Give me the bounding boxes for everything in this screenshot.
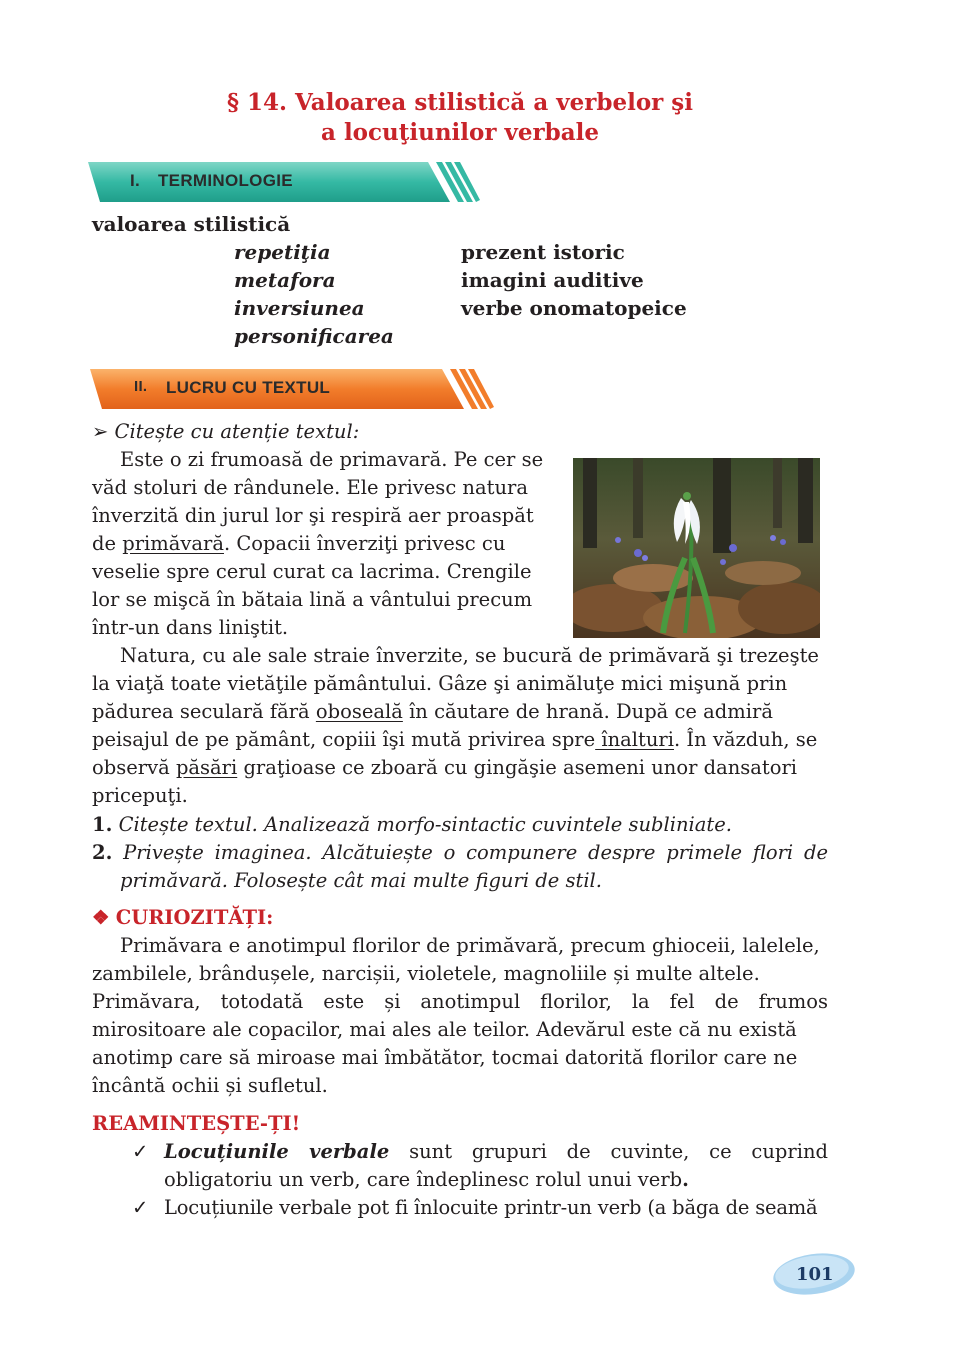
bold-term: Locuțiunile verbale	[164, 1140, 390, 1163]
terminology-right-column	[461, 238, 687, 322]
term-item: metafora	[234, 268, 336, 292]
text-span: observă	[92, 756, 176, 779]
text-line	[92, 530, 554, 558]
terminology-heading: valoarea stilistică	[92, 212, 291, 236]
text-line: la viaţă toate vietăţile pământului. Gâze şi animăluţe mici mişună prin	[92, 672, 788, 695]
reminder-item	[92, 1194, 828, 1222]
section-banner-lucru-cu-textul	[90, 367, 494, 407]
reminder-heading: REAMINTEȘTE-ȚI!	[92, 1112, 301, 1135]
text-line: văd stoluri de rândunele. Ele privesc natura	[92, 476, 528, 499]
text-line: mirositoare ale copacilor, mai ales ale teilor. Adevărul este că nu există	[92, 1018, 797, 1041]
curiozitati-heading	[92, 904, 828, 932]
paragraph-1	[92, 446, 554, 642]
text-line: zambilele, brândușele, narcișii, violetele, magnoliile și multe altele.	[92, 962, 760, 985]
text-span: sunt grupuri de cuvinte, ce cuprind	[389, 1140, 828, 1163]
task-text: Privește imaginea. Alcătuiește o compunere despre primele flori de	[123, 841, 828, 864]
reminder-item	[92, 1138, 828, 1166]
text-span: . Copacii înverziţi privesc cu	[223, 532, 506, 555]
text-span: .	[682, 1168, 689, 1191]
section-number: I.	[130, 171, 141, 190]
text-line: într-un dans liniştit.	[92, 616, 289, 639]
arrow-bullet-icon: ➢	[92, 420, 109, 443]
task-text: Citește textul. Analizează morfo-sintactic cuvintele subliniate.	[118, 813, 732, 836]
photo-illustration	[573, 458, 820, 638]
reminder-item-text	[132, 1138, 828, 1166]
text-line: veselie spre cerul curat ca lacrima. Crengile	[92, 560, 532, 583]
text-line: anotimp care să miroase mai îmbătător, tocmai datorită florilor care ne	[92, 1046, 798, 1069]
tasks-list	[92, 811, 828, 895]
page-number: 101	[796, 1264, 834, 1285]
text-line: pricepuţi.	[92, 784, 188, 807]
page-title	[0, 88, 920, 148]
text-line	[92, 698, 828, 726]
text-span: . În văzduh, se	[673, 728, 818, 751]
section-label: TERMINOLOGIE	[158, 171, 293, 190]
text-span: pădurea seculară fără	[92, 700, 316, 723]
terminology-left-column	[234, 238, 394, 350]
text-line	[92, 726, 828, 754]
diamond-bullet-icon: ❖	[92, 906, 110, 929]
underlined-word: păsări	[175, 756, 238, 779]
title-line-2: a locuţiunilor verbale	[321, 119, 599, 146]
instruction	[92, 418, 832, 446]
term-item: personificarea	[234, 324, 394, 348]
text-span: peisajul de pe pământ, copiii îşi mută privirea spre	[92, 728, 596, 751]
text-line: Natura, cu ale sale straie înverzite, se bucură de primăvară şi trezeşte	[120, 644, 819, 667]
text-line: înverzită din jurul lor şi respiră aer proaspăt	[92, 504, 534, 527]
text-line: Primăvara e anotimpul florilor de primăvară, precum ghioceii, lalelele,	[120, 934, 820, 957]
text-line: încântă ochii și sufletul.	[92, 1074, 328, 1097]
term-item: prezent istoric	[461, 240, 625, 264]
task-item	[92, 839, 828, 867]
underlined-word: oboseală	[315, 700, 403, 723]
task-number: 2.	[92, 841, 113, 864]
text-line: Este o zi frumoasă de primavară. Pe cer se	[120, 448, 544, 471]
underlined-word: primăvară	[122, 532, 224, 555]
section-banner-terminologie	[88, 160, 480, 200]
text-line: lor se mişcă în bătaia lină a vântului precum	[92, 588, 533, 611]
title-line-1: § 14. Valoarea stilistică a verbelor şi	[227, 89, 693, 116]
reminder-section	[92, 1110, 828, 1222]
text-span: graţioase ce zboară cu gingăşie asemeni unor dansatori	[237, 756, 798, 779]
text-line	[92, 754, 828, 782]
term-item: verbe onomatopeice	[461, 296, 687, 320]
reminder-item-line2	[92, 1166, 828, 1194]
page-number-badge	[772, 1252, 858, 1298]
reminder-item-text: Locuțiunile verbale pot fi înlocuite printr-un verb (a băga de seamă	[164, 1196, 818, 1219]
checkmark-icon: ✓	[132, 1140, 149, 1163]
task-text: primăvară. Folosește cât mai multe figuri de stil.	[120, 869, 602, 892]
task-number: 1.	[92, 813, 113, 836]
term-item: inversiunea	[234, 296, 365, 320]
section-label: LUCRU CU TEXTUL	[166, 378, 331, 397]
term-item: repetiţia	[234, 240, 331, 264]
text-span: obligatoriu un verb, care îndeplinesc rolul unui verb	[164, 1168, 683, 1191]
term-item: imagini auditive	[461, 268, 644, 292]
curiozitati-section	[92, 904, 828, 1100]
heading-text: CURIOZITĂȚI:	[115, 906, 274, 929]
text-line: Primăvara, totodată este și anotimpul florilor, la fel de frumos	[92, 990, 828, 1013]
text-span: în căutare de hrană. După ce admiră	[402, 700, 773, 723]
paragraph-2	[92, 642, 828, 810]
instruction-text: Citește cu atenție textul:	[114, 420, 360, 443]
snowdrop-photo	[573, 458, 820, 638]
section-number: II.	[134, 378, 148, 395]
underlined-word: înalturi	[595, 728, 674, 751]
text-span: de	[92, 532, 123, 555]
task-item	[92, 811, 828, 839]
checkmark-icon: ✓	[132, 1196, 149, 1219]
